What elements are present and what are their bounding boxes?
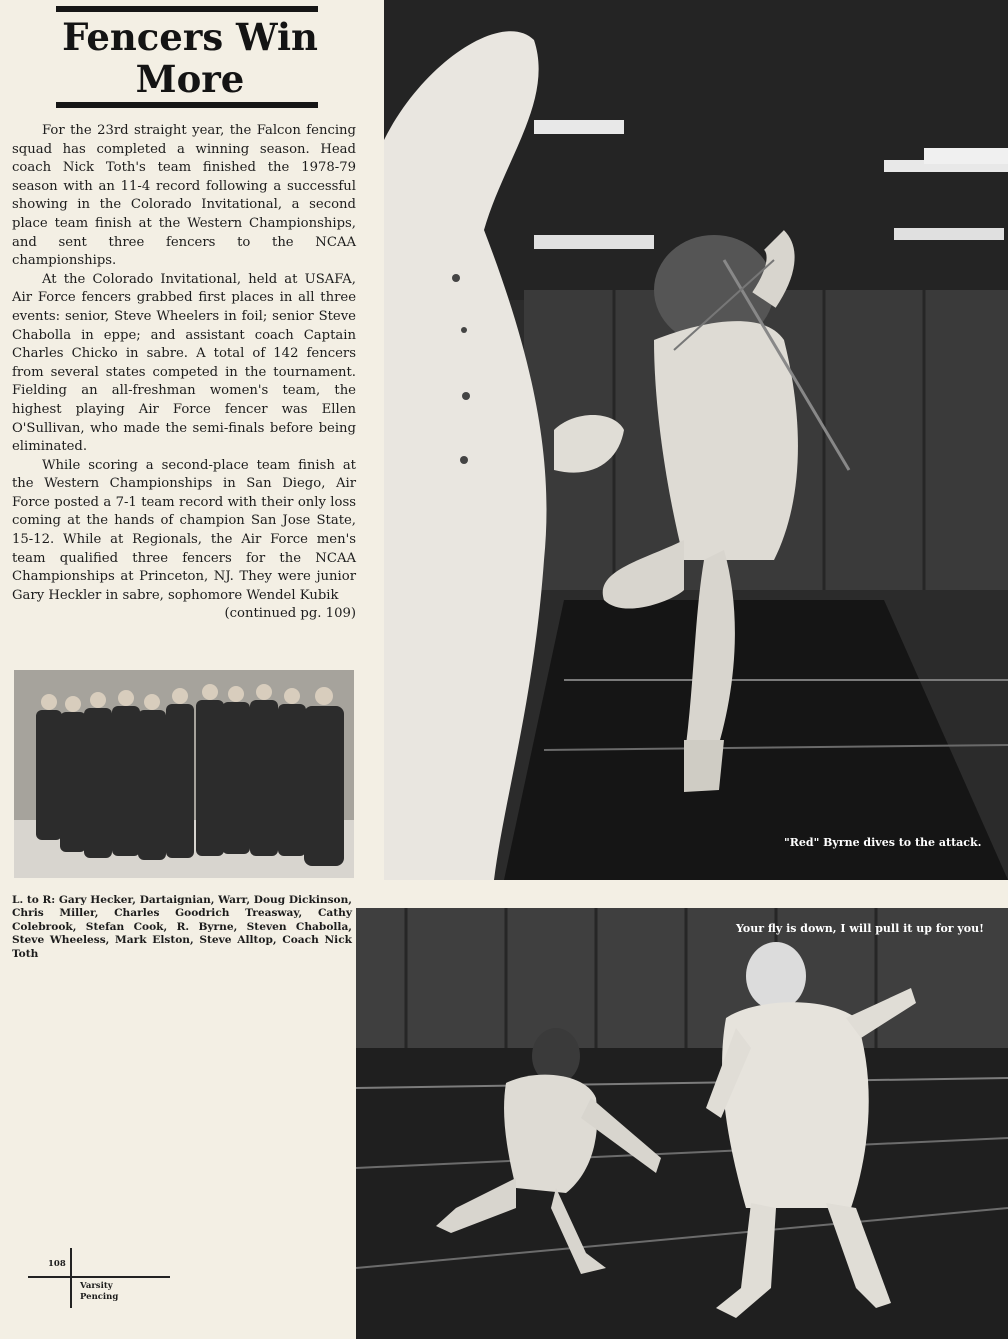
article-body [12,122,356,624]
bout-image [356,908,1008,1339]
team-photo [14,670,354,878]
section-label [80,1281,160,1303]
continued-note: (continued pg. 109) [224,606,356,622]
bout-photo-caption: Your fly is down, I will pull it up for you! [736,922,984,935]
headline [40,16,340,100]
section-label-line-1: Varsity [80,1281,113,1291]
page-number: 108 [48,1259,66,1269]
headline-bottom-rule [56,102,318,108]
team-image [14,670,354,878]
headline-line-1: Fencers Win [62,15,318,59]
jump-photo-caption: "Red" Byrne dives to the attack. [784,836,982,849]
headline-top-rule [56,6,318,12]
section-label-line-2: Pencing [80,1292,119,1302]
article-paragraph: While scoring a second-place team finish at the Western Championships in San Diego, Air Force posted a 7-1 team record with their only loss coming at the hands of champion San Jose State, 15-12. While at Regionals, the Air Force men's team qualified three fencers for the NCAA Championships at Princeton, NJ. They were junior Gary Heckler in sabre, sophomore Wendel Kubik [12,457,356,603]
folio-horizontal-rule [28,1276,170,1278]
article-paragraph: For the 23rd straight year, the Falcon fencing squad has completed a winning season. Head coach Nick Toth's team finished the 1978-79 season with an 11-4 record following a successful showing in the Colorado Invitational, a second place team finish at the Western Championships, and sent three fencers to the NCAA championships. [12,123,356,269]
team-photo-caption: L. to R: Gary Hecker, Dartaignian, Warr, Doug Dickinson, Chris Miller, Charles Goodrich Treasway, Cathy Colebrook, Stefan Cook, R. Byrne, Steven Chabolla, Steve Wheeless, Mark Elston, Steve Alltop, Coach Nick Toth [12,894,352,960]
folio-vertical-rule [70,1248,72,1308]
jump-attack-photo [384,0,1008,880]
jump-attack-image [384,0,1008,880]
article-paragraph: At the Colorado Invitational, held at USAFA, Air Force fencers grabbed first places in all three events: senior, Steve Wheelers in foil; senior Steve Chabolla in eppe; and assistant coach Captain Charles Chicko in sabre. A total of 142 fencers from several states competed in the tournament. Fielding an all-freshman women's team, the highest playing Air Force fencer was Ellen O'Sullivan, who made the semi-finals before being eliminated. [12,271,356,455]
headline-line-2: More [135,57,245,101]
bout-photo [356,908,1008,1339]
